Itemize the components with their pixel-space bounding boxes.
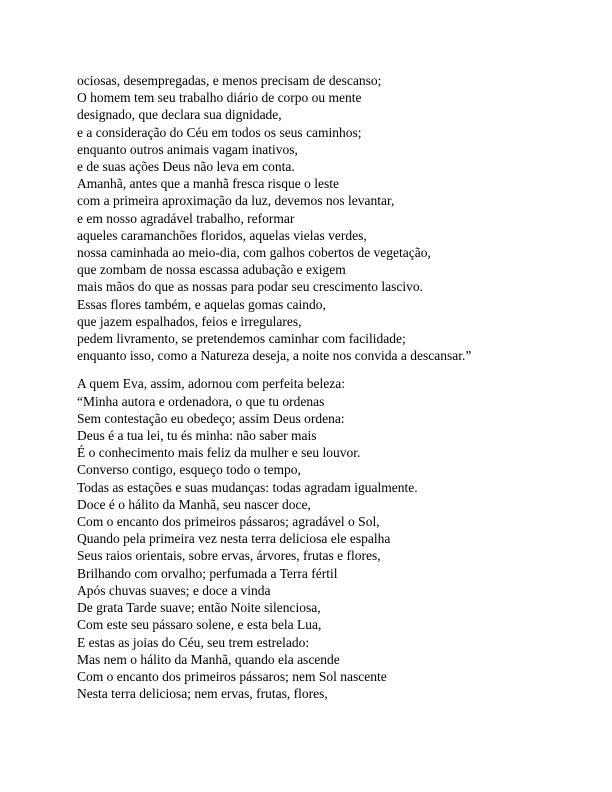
poem-line: ociosas, desempregadas, e menos precisam de descanso; — [77, 73, 382, 88]
poem-line: Nesta terra deliciosa; nem ervas, frutas, flores, — [77, 686, 328, 702]
poem-line: Sem contestação eu obedeço; assim Deus ordena: — [77, 410, 345, 426]
poem-line: Mas nem o hálito da Manhã, quando ela ascende — [77, 651, 340, 667]
poem-line: O homem tem seu trabalho diário de corpo ou mente — [77, 90, 362, 106]
poem-line: A quem Eva, assim, adornou com perfeita beleza: — [77, 376, 346, 392]
poem-line: com a primeira aproximação da luz, devemos nos levantar, — [77, 193, 395, 209]
poem-line: enquanto isso, como a Natureza deseja, a noite nos convida a descansar.” — [77, 348, 472, 364]
poem-line: aqueles caramanchões floridos, aquelas vielas verdes, — [77, 227, 367, 243]
poem-line: Doce é o hálito da Manhã, seu nascer doce, — [77, 496, 311, 512]
poem-line: Essas flores também, e aquelas gomas caindo, — [77, 296, 326, 312]
poem-line: Amanhã, antes que a manhã fresca risque o leste — [77, 176, 340, 192]
poem-line: Todas as estações e suas mudanças: todas agradam igualmente. — [77, 479, 418, 495]
stanza-1 — [77, 72, 577, 364]
poem-line: Com o encanto dos primeiros pássaros; nem Sol nascente — [77, 668, 387, 684]
poem-line: E estas as joias do Céu, seu trem estrelado: — [77, 634, 310, 650]
poem-line: e de suas ações Deus não leva em conta. — [77, 159, 295, 175]
poem-line: que jazem espalhados, feios e irregulares, — [77, 313, 302, 329]
poem-line: Converso contigo, esqueço todo o tempo, — [77, 462, 301, 478]
poem-line: De grata Tarde suave; então Noite silenciosa, — [77, 600, 321, 616]
poem-line: e em nosso agradável trabalho, reformar — [77, 210, 295, 226]
poem-line: enquanto outros animais vagam inativos, — [77, 141, 298, 157]
poem-line: Brilhando com orvalho; perfumada a Terra fértil — [77, 565, 338, 581]
poem-line: e a consideração do Céu em todos os seus caminhos; — [77, 124, 362, 140]
poem-line: Após chuvas suaves; e doce a vinda — [77, 582, 271, 598]
poem-line: Seus raios orientais, sobre ervas, árvores, frutas e flores, — [77, 548, 381, 564]
poem-line: Com este seu pássaro solene, e esta bela Lua, — [77, 617, 322, 633]
poem-line: nossa caminhada ao meio-dia, com galhos cobertos de vegetação, — [77, 245, 431, 261]
poem-line: mais mãos do que as nossas para podar seu crescimento lascivo. — [77, 279, 424, 295]
poem-line: Com o encanto dos primeiros pássaros; agradável o Sol, — [77, 514, 380, 530]
poem-line: Quando pela primeira vez nesta terra deliciosa ele espalha — [77, 531, 391, 547]
poem-line: Deus é a tua lei, tu és minha: não saber mais — [77, 428, 317, 444]
poem-line: “Minha autora e ordenadora, o que tu ordenas — [77, 393, 325, 409]
poem-line: pedem livramento, se pretendemos caminhar com facilidade; — [77, 331, 406, 347]
stanza-2 — [77, 375, 577, 702]
poem-line: que zombam de nossa escassa adubação e exigem — [77, 262, 346, 278]
poem-line: É o conhecimento mais feliz da mulher e seu louvor. — [77, 445, 361, 461]
poem-line: designado, que declara sua dignidade, — [77, 107, 282, 123]
poem-text — [77, 72, 577, 702]
